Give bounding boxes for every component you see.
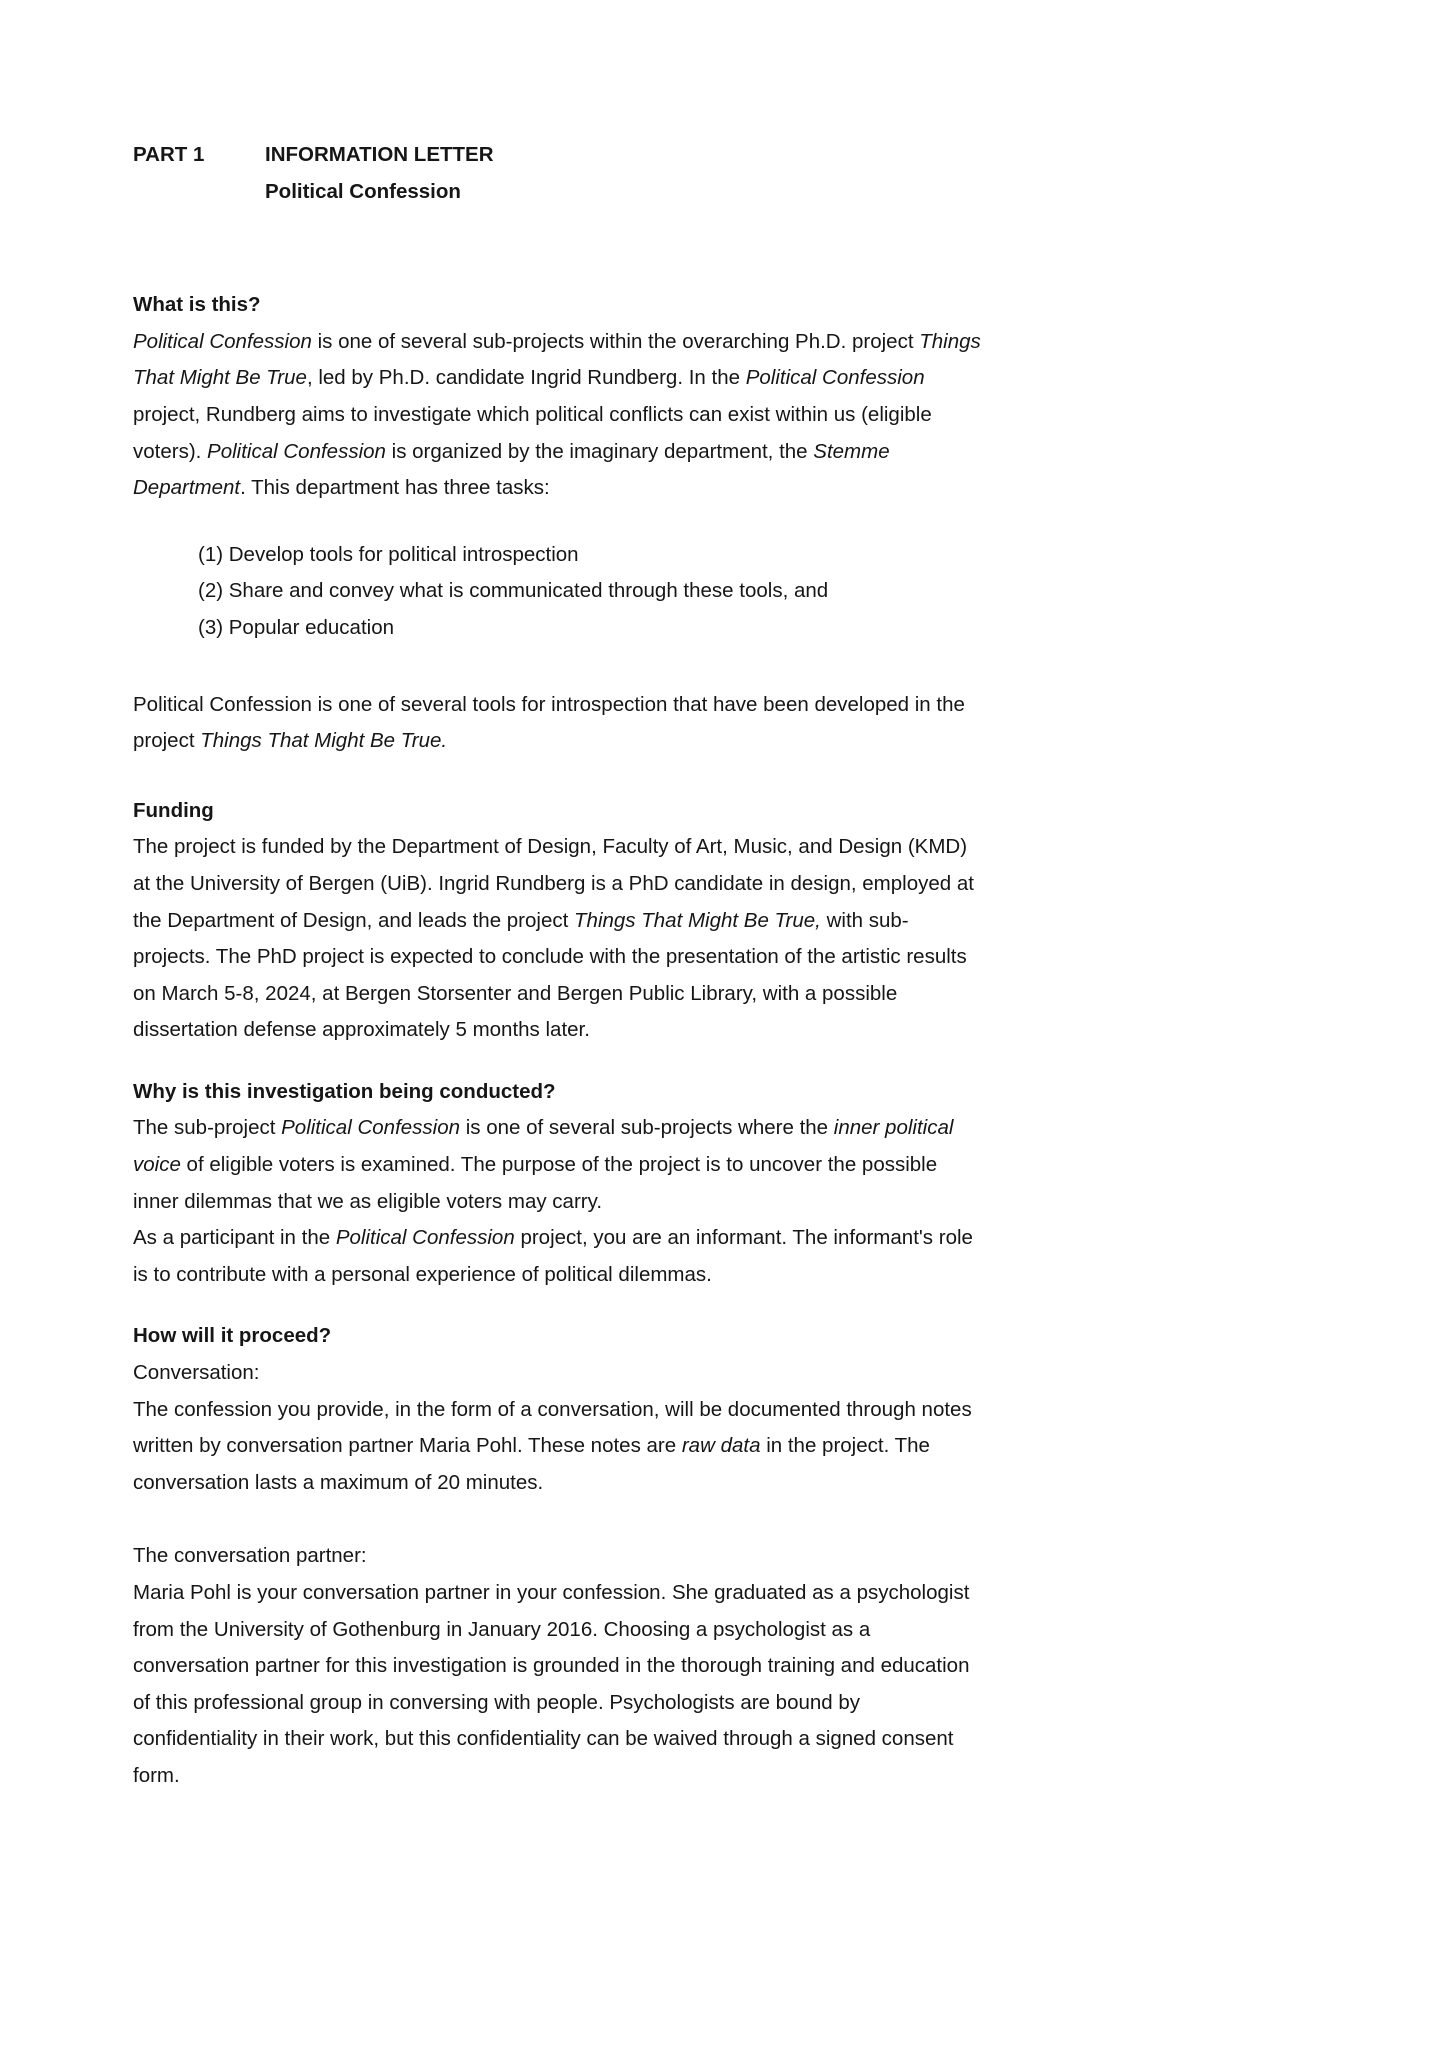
task-list-item: (2) Share and convey what is communicated through these tools, and bbox=[198, 579, 829, 603]
paragraph-tools: Political Confession is one of several tools for introspection that have been developed in the project Things That Might Be True. bbox=[133, 692, 965, 753]
paragraph-conversation: The confession you provide, in the form of a conversation, will be documented through notes written by conversation partner Maria Pohl. These notes are raw data in the project. The conversation lasts a maximum of 20 minutes. bbox=[133, 1397, 972, 1494]
document-content bbox=[133, 137, 981, 1795]
paragraph-funding: The project is funded by the Department of Design, Faculty of Art, Music, and Design (KMD) at the University of Bergen (UiB). Ingrid Rundberg is a PhD candidate in design, employed at the Department of Design, and leads the project Things That Might Be True, with sub-projects. The PhD project is expected to conclude with the presentation of the artistic results on March 5-8, 2024, at Bergen Storsenter and Bergen Public Library, with a possible dissertation defense approximately 5 months later. bbox=[133, 835, 974, 1042]
paragraph-what-is-this: Political Confession is one of several sub-projects within the overarching Ph.D. project Things That Might Be True, led by Ph.D. candidate Ingrid Rundberg. In the Political Confession project, Rundberg aims to investigate which political conflicts can exist within us (eligible voters). Political Confession is organized by the imaginary department, the Stemme Department. This department has three tasks: bbox=[133, 329, 981, 500]
paragraph-conversation-partner: Maria Pohl is your conversation partner in your confession. She graduated as a psychologist from the University of Gothenburg in January 2016. Choosing a psychologist as a conversation partner for this investigation is grounded in the thorough training and education of this professional group in conversing with people. Psychologists are bound by confidentiality in their work, but this confidentiality can be waived through a signed consent form. bbox=[133, 1581, 970, 1787]
part-label-spacer bbox=[133, 174, 265, 211]
paragraph-why-purpose: The sub-project Political Confession is one of several sub-projects where the inner political voice of eligible voters is examined. The purpose of the project is to uncover the possible inner dilemmas that we as eligible voters may carry. bbox=[133, 1116, 954, 1213]
document-header bbox=[133, 137, 981, 174]
task-list-item: (3) Popular education bbox=[198, 615, 395, 639]
section-heading-funding: Funding bbox=[133, 798, 214, 822]
label-conversation: Conversation: bbox=[133, 1361, 260, 1385]
section-heading-how: How will it proceed? bbox=[133, 1324, 332, 1348]
label-conversation-partner: The conversation partner: bbox=[133, 1544, 367, 1568]
part-label: PART 1 bbox=[133, 143, 205, 166]
document-title: INFORMATION LETTER bbox=[265, 143, 494, 166]
document-subheader bbox=[133, 174, 981, 211]
task-list-item: (1) Develop tools for political introspection bbox=[198, 542, 579, 566]
paragraph-why-participant: As a participant in the Political Confession project, you are an informant. The informant's role is to contribute with a personal experience of political dilemmas. bbox=[133, 1226, 973, 1286]
section-heading-what-is-this: What is this? bbox=[133, 293, 261, 317]
task-list bbox=[133, 537, 981, 647]
section-heading-why: Why is this investigation being conducted? bbox=[133, 1079, 556, 1103]
document-subtitle: Political Confession bbox=[265, 179, 461, 203]
